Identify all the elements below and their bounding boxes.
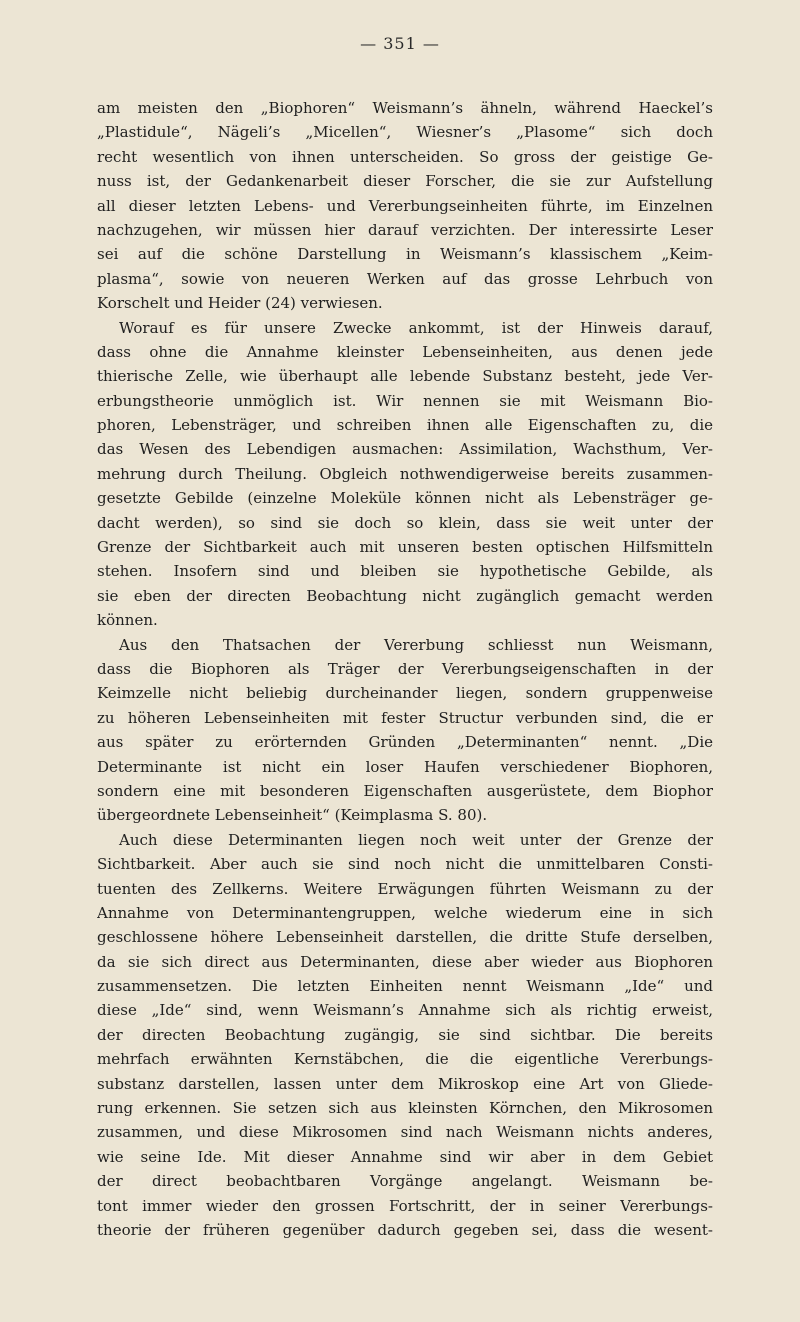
- text-line: diese „Ide“ sind, wenn Weismann’s Annahme sich als richtig erweist,: [97, 1001, 713, 1020]
- text-line: plasma“, sowie von neueren Werken auf das grosse Lehrbuch von: [97, 269, 713, 288]
- text-line: tont immer wieder den grossen Fortschritt, der in seiner Vererbungs-: [97, 1196, 713, 1215]
- text-line: aus später zu erörternden Gründen „Determinanten“ nennt. „Die: [97, 733, 713, 752]
- text-line: können.: [97, 611, 158, 630]
- text-line: der directen Beobachtung zugängig, sie sind sichtbar. Die bereits: [97, 1025, 713, 1044]
- text-line: Determinante ist nicht ein loser Haufen verschiedener Biophoren,: [97, 757, 713, 776]
- text-line: dass die Biophoren als Träger der Vererbungseigenschaften in der: [97, 659, 713, 678]
- text-line: sondern eine mit besonderen Eigenschaften ausgerüstete, dem Biophor: [97, 781, 713, 800]
- text-line: Worauf es für unsere Zwecke ankommt, ist der Hinweis darauf,: [119, 318, 713, 337]
- text-line: substanz darstellen, lassen unter dem Mikroskop eine Art von Gliede-: [97, 1074, 713, 1093]
- body-text: [97, 96, 713, 1242]
- text-line: rung erkennen. Sie setzen sich aus kleinsten Körnchen, den Mikrosomen: [97, 1099, 713, 1118]
- text-line: übergeordnete Lebenseinheit“ (Keimplasma S. 80).: [97, 806, 488, 825]
- text-line: da sie sich direct aus Determinanten, diese aber wieder aus Biophoren: [97, 952, 713, 971]
- text-line: das Wesen des Lebendigen ausmachen: Assimilation, Wachsthum, Ver-: [97, 440, 713, 459]
- text-line: tuenten des Zellkerns. Weitere Erwägungen führten Weismann zu der: [97, 879, 713, 898]
- text-line: all dieser letzten Lebens- und Vererbungseinheiten führte, im Einzelnen: [97, 196, 713, 215]
- text-line: dacht werden), so sind sie doch so klein, dass sie weit unter der: [97, 513, 713, 532]
- text-line: mehrfach erwähnten Kernstäbchen, die die eigentliche Vererbungs-: [97, 1050, 713, 1069]
- text-line: theorie der früheren gegenüber dadurch gegeben sei, dass die wesent-: [97, 1220, 713, 1239]
- text-line: am meisten den „Biophoren“ Weismann’s ähneln, während Haeckel’s: [97, 99, 713, 117]
- page-number: — 351 —: [360, 34, 440, 53]
- text-line: Annahme von Determinantengruppen, welche wiederum eine in sich: [97, 903, 713, 922]
- text-line: nuss ist, der Gedankenarbeit dieser Forscher, die sie zur Aufstellung: [97, 172, 713, 191]
- text-line: mehrung durch Theilung. Obgleich nothwendigerweise bereits zusammen-: [97, 464, 713, 483]
- text-line: „Plastidule“, Nägeli’s „Micellen“, Wiesner’s „Plasome“ sich doch: [97, 123, 713, 142]
- text-line: Auch diese Determinanten liegen noch weit unter der Grenze der: [119, 830, 713, 849]
- text-line: zu höheren Lebenseinheiten mit fester Structur verbunden sind, die er: [97, 708, 713, 727]
- text-line: Korschelt und Heider (24) verwiesen.: [97, 294, 383, 313]
- text-line: stehen. Insofern sind und bleiben sie hypothetische Gebilde, als: [97, 562, 713, 581]
- text-line: wie seine Ide. Mit dieser Annahme sind wir aber in dem Gebiet: [97, 1147, 713, 1166]
- text-line: thierische Zelle, wie überhaupt alle lebende Substanz besteht, jede Ver-: [97, 367, 713, 386]
- text-line: zusammen, und diese Mikrosomen sind nach Weismann nichts anderes,: [97, 1123, 713, 1142]
- text-line: geschlossene höhere Lebenseinheit darstellen, die dritte Stufe derselben,: [97, 928, 713, 947]
- text-line: erbungstheorie unmöglich ist. Wir nennen sie mit Weismann Bio-: [97, 391, 713, 410]
- text-line: der direct beobachtbaren Vorgänge angelangt. Weismann be-: [97, 1172, 713, 1191]
- text-line: dass ohne die Annahme kleinster Lebenseinheiten, aus denen jede: [97, 342, 713, 361]
- text-line: sie eben der directen Beobachtung nicht zugänglich gemacht werden: [97, 586, 713, 605]
- text-line: Keimzelle nicht beliebig durcheinander liegen, sondern gruppenweise: [97, 684, 713, 703]
- text-line: Grenze der Sichtbarkeit auch mit unseren besten optischen Hilfsmitteln: [97, 538, 713, 557]
- text-line: Sichtbarkeit. Aber auch sie sind noch nicht die unmittelbaren Consti-: [97, 855, 713, 874]
- text-line: sei auf die schöne Darstellung in Weismann’s klassischem „Keim-: [97, 245, 713, 264]
- text-line: zusammensetzen. Die letzten Einheiten nennt Weismann „Ide“ und: [97, 977, 713, 996]
- text-line: gesetzte Gebilde (einzelne Moleküle können nicht als Lebensträger ge-: [97, 489, 713, 508]
- text-line: phoren, Lebensträger, und schreiben ihnen alle Eigenschaften zu, die: [97, 416, 713, 435]
- text-line: Aus den Thatsachen der Vererbung schliesst nun Weismann,: [119, 635, 713, 654]
- text-line: recht wesentlich von ihnen unterscheiden. So gross der geistige Ge-: [97, 147, 713, 166]
- text-line: nachzugehen, wir müssen hier darauf verzichten. Der interessirte Leser: [97, 220, 713, 239]
